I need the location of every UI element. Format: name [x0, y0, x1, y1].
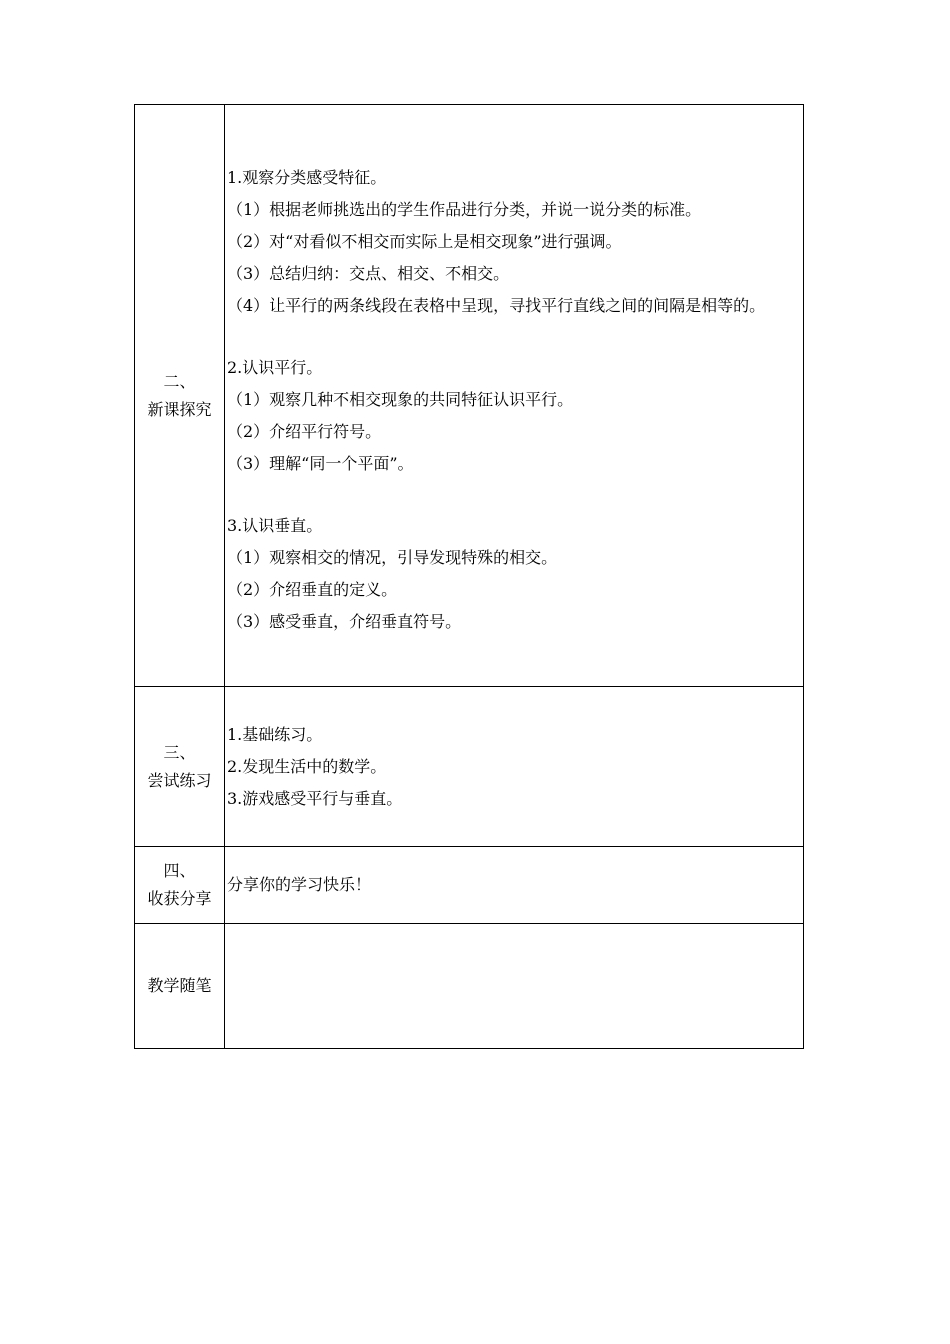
section-heading: 1.观察分类感受特征。	[227, 167, 387, 187]
row-content-teaching-notes	[225, 924, 804, 1049]
row-content-new-lesson-exploration	[225, 105, 804, 687]
list-item: 2.发现生活中的数学。	[227, 756, 387, 776]
row-label-title: 尝试练习	[147, 770, 212, 790]
row-content-share	[225, 847, 804, 924]
row-label-new-lesson-exploration	[135, 105, 225, 687]
row-label-number: 三、	[163, 742, 196, 762]
list-item: （2）介绍平行符号。	[227, 421, 382, 441]
share-text: 分享你的学习快乐！	[227, 875, 372, 894]
row-label-title: 收获分享	[147, 889, 212, 908]
list-item: （3）感受垂直，介绍垂直符号。	[227, 611, 462, 631]
list-item: （3）总结归纳：交点、相交、不相交。	[227, 263, 510, 283]
section-heading: 2.认识平行。	[227, 357, 323, 377]
table-row-teaching-notes	[135, 924, 804, 1049]
section-heading: 3.认识垂直。	[227, 515, 323, 535]
row-label-title: 新课探究	[147, 399, 212, 419]
list-item: （1）观察相交的情况，引导发现特殊的相交。	[227, 547, 558, 567]
table-row-share	[135, 847, 804, 924]
row-label-practice	[135, 687, 225, 847]
list-item: 1.基础练习。	[227, 724, 323, 744]
row-label-teaching-notes	[135, 924, 225, 1049]
table-row-new-lesson-exploration	[135, 105, 804, 687]
row-label-title: 教学随笔	[147, 976, 212, 995]
list-item: （3）理解“同一个平面”。	[227, 453, 414, 473]
row-content-practice	[225, 687, 804, 847]
list-item: （1）观察几种不相交现象的共同特征认识平行。	[227, 389, 574, 409]
list-item: （1）根据老师挑选出的学生作品进行分类，并说一说分类的标准。	[227, 199, 702, 219]
table-row-practice	[135, 687, 804, 847]
row-label-number: 二、	[163, 371, 196, 391]
list-item: （4）让平行的两条线段在表格中呈现，寻找平行直线之间的间隔是相等的。	[227, 295, 766, 315]
row-label-share	[135, 847, 225, 924]
lesson-plan-table	[134, 104, 804, 1049]
list-item: （2）介绍垂直的定义。	[227, 579, 398, 599]
list-item: （2）对“对看似不相交而实际上是相交现象”进行强调。	[227, 231, 622, 251]
list-item: 3.游戏感受平行与垂直。	[227, 788, 403, 808]
row-label-number: 四、	[163, 861, 196, 880]
